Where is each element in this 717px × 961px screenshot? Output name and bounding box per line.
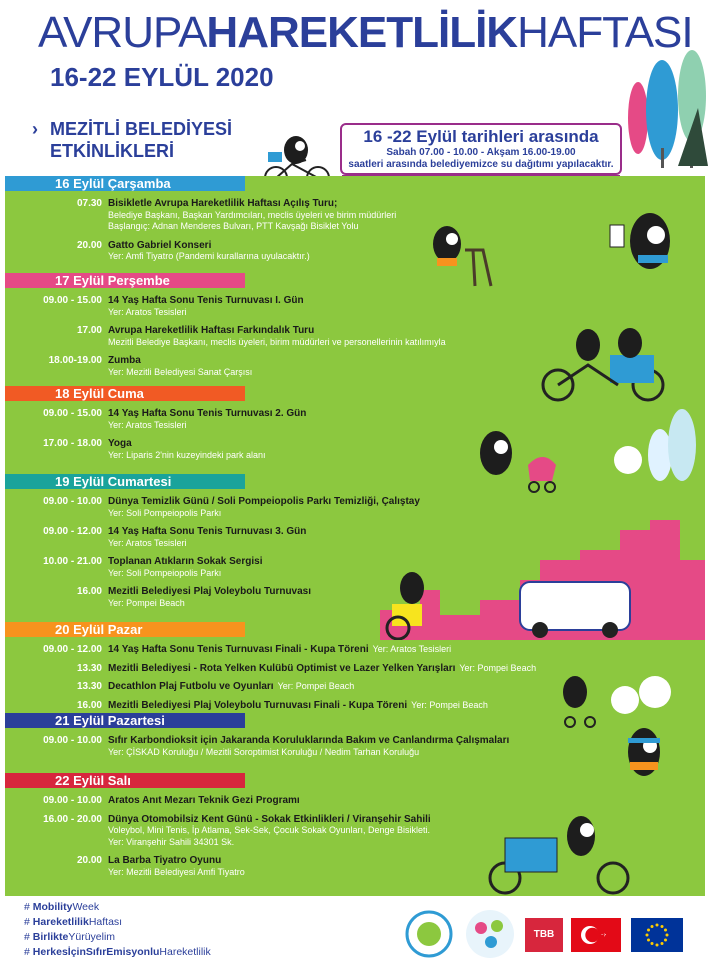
hashtag-bold-part: Birlikte (32, 931, 69, 943)
event-info-line: Mezitli Belediye Başkanı, meclis üyeleri, birim müdürleri ve personellerinin katılımıyla (108, 336, 446, 347)
event-title: Dünya Temizlik Günü / Soli Pompeiopolis Parkı Temizliği, Çalıştay (108, 496, 420, 507)
hashtag-rest-part: Week (72, 901, 100, 913)
notice-heading: 16 -22 Eylül tarihleri arasında (363, 127, 599, 146)
event-info-line: Yer: Liparis 2'nin kuzeyindeki park alanı (108, 449, 266, 460)
event-time: 16.00 - 20.00 (43, 813, 102, 825)
day-header: 20 Eylül Pazar (5, 622, 245, 637)
event-details (108, 644, 548, 656)
event-info-line: Yer: Aratos Tesisleri (108, 419, 187, 430)
event-title: Mezitli Belediyesi Plaj Voleybolu Turnuvası (108, 586, 312, 597)
event-details (108, 855, 548, 878)
event-title: Avrupa Hareketlilik Haftası Farkındalık Turu (108, 325, 315, 336)
hashtag-bold-part: Mobility (32, 901, 73, 913)
event-title: Sıfır Karbondioksit için Jakaranda Koruluklarında Bakım ve Canlandırma Çalışmaları (108, 735, 510, 746)
event-info-line: Yer: Aratos Tesisleri (108, 537, 187, 548)
event-details (108, 681, 548, 693)
hashtags (24, 900, 211, 960)
event-info-line: Yer: Soli Pompeiopolis Parkı (108, 567, 222, 578)
hashtag (24, 930, 211, 945)
event-title: Mezitli Belediyesi - Rota Yelken Kulübü Optimist ve Lazer Yelken Yarışları (108, 662, 456, 674)
event-time: 17.00 (76, 325, 102, 336)
event-details (108, 814, 548, 849)
runner-character-icon (620, 722, 670, 792)
stroller-character-icon (468, 425, 558, 495)
phone-character-icon (598, 205, 688, 285)
event-time: 16.00 (76, 586, 102, 597)
hashtag-rest-part: Hareketlilik (159, 946, 211, 958)
event-title: La Barba Tiyatro Oyunu (108, 855, 222, 866)
event-details (108, 496, 548, 519)
event-time: 16.00 (76, 699, 102, 711)
event-time: 09.00 - 15.00 (43, 408, 102, 419)
event-info-line: Yer: Aratos Tesisleri (108, 306, 187, 317)
hashtag-symbol: # (24, 946, 33, 958)
event-title: Dünya Otomobilsiz Kent Günü - Sokak Etkinlikleri / Viranşehir Sahili (108, 813, 431, 825)
hashtag (24, 945, 211, 960)
chevron-right-icon: › (32, 119, 38, 139)
event-title: Toplanan Atıkların Sokak Sergisi (108, 556, 263, 567)
event-info-line: Voleybol, Mini Tenis, İp Atlama, Sek-Sek, Çocuk Sokak Oyunları, Denge Bisikleti. (108, 825, 430, 835)
event-time: 09.00 - 10.00 (43, 795, 102, 806)
hashtag-symbol: # (24, 916, 33, 928)
water-distribution-notice (340, 123, 622, 175)
event-details (108, 795, 548, 807)
trees-illustration (620, 48, 710, 168)
day-header: 18 Eylül Cuma (5, 386, 245, 401)
event-time: 09.00 - 10.00 (43, 496, 102, 507)
event-title: Zumba (108, 355, 141, 366)
eu-flag-icon (631, 918, 683, 952)
day-header: 16 Eylül Çarşamba (5, 176, 245, 191)
event-title: 14 Yaş Hafta Sonu Tenis Turnuvası 2. Gün (108, 408, 307, 419)
scooter-character-icon (555, 670, 675, 730)
event-time: 09.00 - 15.00 (43, 295, 102, 306)
notice-description: saatleri arasında belediyemizce su dağıtımı yapılacaktır. (348, 159, 614, 170)
hashtag-symbol: # (24, 931, 33, 943)
main-title (38, 8, 693, 58)
title-part-avrupa: AVRUPA (38, 8, 207, 57)
hashtag-symbol: # (24, 901, 33, 913)
tbb-logo (525, 918, 563, 952)
event-info-line: Yer: Mezitli Belediyesi Amfi Tiyatro (108, 866, 245, 877)
tandem-bike-icon (538, 315, 668, 405)
event-time: 13.30 (76, 662, 102, 674)
event-title: Yoga (108, 438, 132, 449)
event-title: Decathlon Plaj Futbolu ve Oyunları (108, 681, 274, 692)
event-time: 17.00 - 18.00 (43, 438, 102, 449)
event-title: Gatto Gabriel Konseri (108, 239, 212, 251)
park-trees-icon (610, 405, 700, 490)
event-location: Yer: Pompei Beach (277, 681, 355, 691)
title-part-hareketlilik: HAREKETLİLİK (206, 8, 518, 57)
event-title: Aratos Anıt Mezarı Teknik Gezi Programı (108, 795, 300, 806)
event-time: 07.30 (76, 198, 102, 209)
hashtag-rest-part: Haftası (88, 916, 123, 928)
event-dates: 16-22 EYLÜL 2020 (50, 62, 274, 92)
event-info-line: Yer: Pompei Beach (108, 597, 185, 608)
event-title: Mezitli Belediyesi Plaj Voleybolu Turnuvası Finali - Kupa Töreni (108, 699, 408, 711)
event-time: 10.00 - 21.00 (43, 556, 102, 567)
section-subtitle (32, 118, 232, 162)
event-time: 18.00-19.00 (48, 355, 102, 366)
event-details (108, 700, 548, 712)
event-title: 14 Yaş Hafta Sonu Tenis Turnuvası I. Gün (108, 295, 304, 306)
event-details (108, 663, 548, 675)
event-details (108, 355, 548, 378)
title-part-haftasi: HAFTASI (517, 8, 693, 57)
mezitli-logo-icon (405, 910, 453, 958)
event-location: Yer: Aratos Tesisleri (372, 644, 452, 654)
event-info-line: Yer: Viranşehir Sahili 34301 Sk. (108, 836, 235, 847)
hashtag-rest-part: Yürüyelim (68, 931, 116, 943)
event-info-line: Yer: Mezitli Belediyesi Sanat Çarşısı (108, 366, 253, 377)
wheelchair-character-icon (378, 570, 438, 640)
subtitle-line2: ETKİNLİKLERİ (50, 141, 174, 161)
hashtag-bold-part: HerkesİçinSıfırEmisyonlu (32, 946, 160, 958)
event-info-line: Yer: Soli Pompeiopolis Parkı (108, 507, 222, 518)
event-info-line: Belediye Başkanı, Başkan Yardımcıları, meclis üyeleri ve birim müdürleri (108, 209, 397, 220)
event-title: 14 Yaş Hafta Sonu Tenis Turnuvası Finali - Kupa Töreni (108, 644, 369, 655)
event-time: 09.00 - 12.00 (43, 526, 102, 537)
event-details (108, 325, 548, 348)
hashtag-bold-part: Hareketlilik (32, 916, 89, 928)
tbb-logo-label: TBB (533, 929, 555, 940)
day-header: 17 Eylül Perşembe (5, 273, 245, 288)
day-header: 19 Eylül Cumartesi (5, 474, 245, 489)
event-title: Bisikletle Avrupa Hareketlilik Haftası Açılış Turu; (108, 198, 338, 209)
day-header: 22 Eylül Salı (5, 773, 245, 788)
event-time: 20.00 (76, 239, 102, 251)
walker-character-icon (425, 214, 495, 289)
event-time: 20.00 (76, 855, 102, 866)
event-info-line: Başlangıç: Adnan Menderes Bulvarı, PTT Kavşağı Bisiklet Yolu (108, 221, 359, 231)
notice-hours: Sabah 07.00 - 10.00 - Akşam 16.00-19.00 (386, 147, 576, 158)
hashtag (24, 915, 211, 930)
event-time: 13.30 (76, 681, 102, 692)
event-info-line: Yer: Amfi Tiyatro (Pandemi kurallarına uyulacaktır.) (108, 251, 310, 261)
event-time: 09.00 - 10.00 (43, 735, 102, 746)
event-location: Yer: Pompei Beach (411, 699, 488, 710)
mobility-week-logo-icon (463, 908, 517, 960)
subtitle-line1: MEZİTLİ BELEDİYESİ (50, 119, 233, 139)
event-details (108, 735, 548, 758)
event-location: Yer: Pompei Beach (459, 662, 537, 673)
event-details (108, 295, 548, 318)
event-info-line: Yer: ÇİSKAD Koruluğu / Mezitli Soroptimist Koruluğu / Nedim Tarhan Koruluğu (108, 746, 420, 757)
cargo-bike-icon (485, 808, 635, 898)
turkey-flag-icon (571, 918, 621, 952)
day-header: 21 Eylül Pazartesi (5, 713, 245, 728)
event-title: 14 Yaş Hafta Sonu Tenis Turnuvası 3. Gün (108, 526, 307, 537)
event-time: 09.00 - 12.00 (43, 644, 102, 655)
hashtag (24, 900, 211, 915)
